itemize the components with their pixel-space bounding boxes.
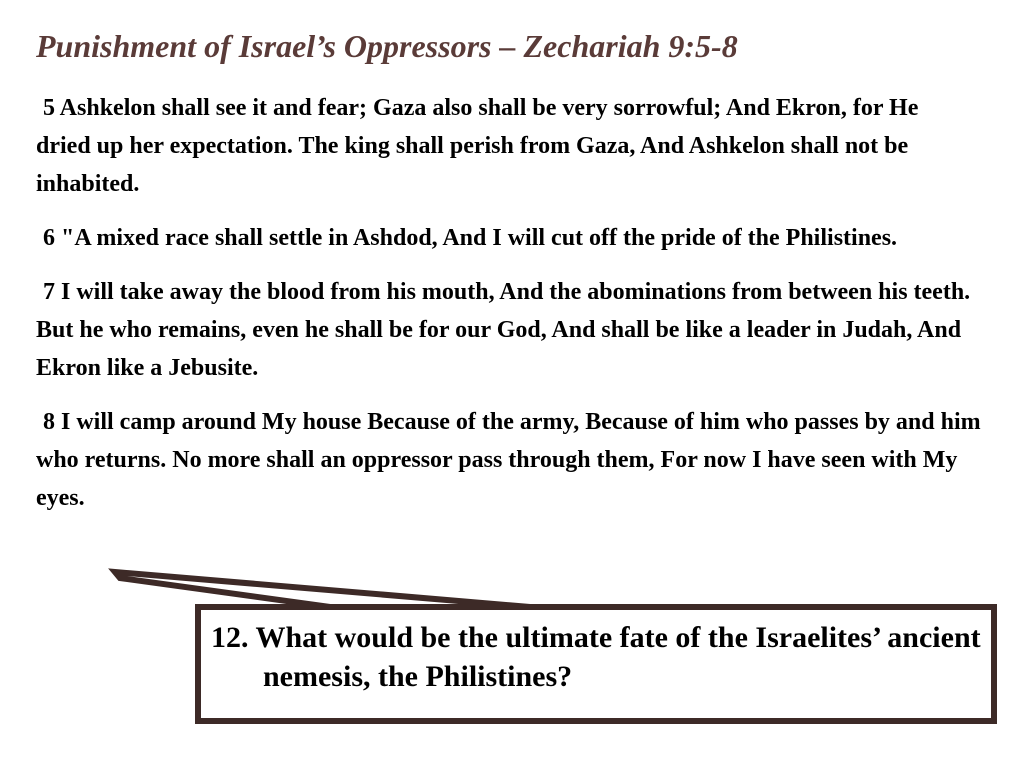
verse-5: 5 Ashkelon shall see it and fear; Gaza also shall be very sorrowful; And Ekron, for He dried up her expectation. The king shall perish from Gaza, And Ashkelon shall not be inhabited. — [36, 95, 919, 197]
verse-8: 8 I will camp around My house Because of the army, Because of him who passes by and him who returns. No more shall an oppressor pass through them, For now I have seen with My eyes. — [36, 409, 981, 511]
question-callout — [195, 604, 997, 724]
slide-title: Punishment of Israel’s Oppressors – Zechariah 9:5-8 — [36, 28, 738, 64]
question-text: 12. What would be the ultimate fate of the Israelites’ ancient nemesis, the Philistines? — [211, 621, 981, 693]
verse-7: 7 I will take away the blood from his mouth, And the abominations from between his teeth. But he who remains, even he shall be for our God, And shall be like a leader in Judah, And Ekron like a Jebusite. — [36, 279, 971, 381]
verse-6: 6 "A mixed race shall settle in Ashdod, And I will cut off the pride of the Philistines. — [43, 225, 898, 251]
